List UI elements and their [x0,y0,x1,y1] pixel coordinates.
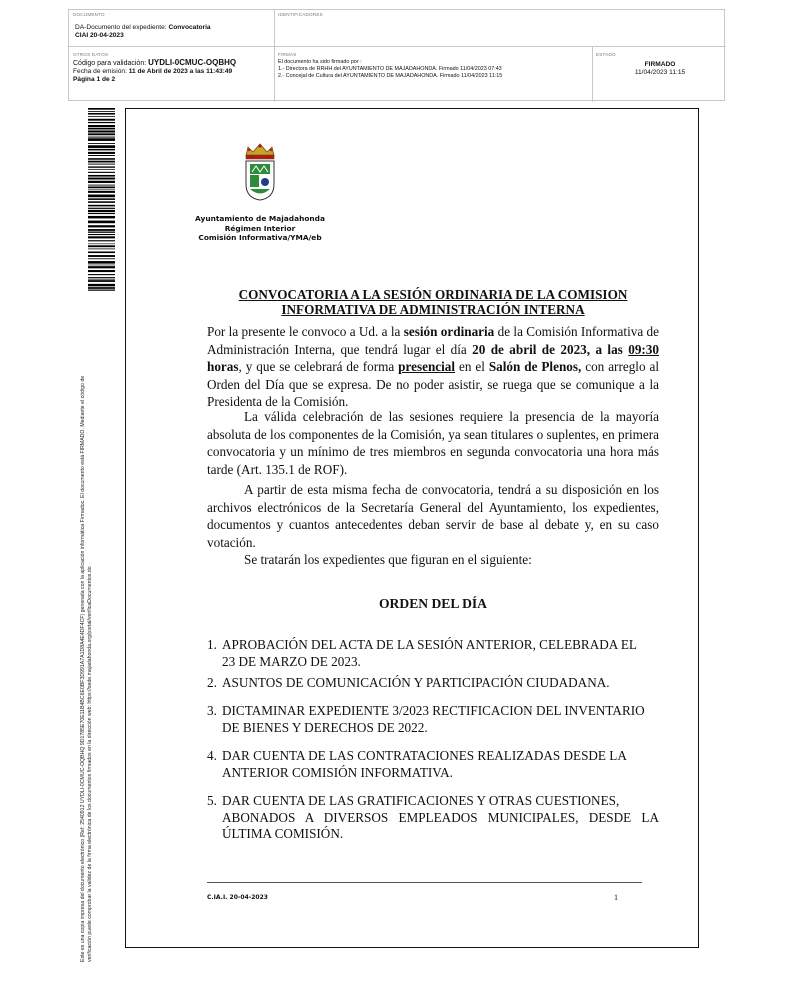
barcode-bar [88,258,115,259]
barcode-bar [88,119,115,121]
barcode-bar [88,125,115,127]
barcode-bar [88,175,115,177]
validation-code: Código para validación: UYDLI-0CMUC-OQBHQ [73,58,237,67]
identifiers-caption: IDENTIFICADORES [278,12,323,17]
barcode-bar [88,198,115,200]
margin-text-line2: verificación puede comprobar la validez de la firma electrónica de los documentos firmados en la dirección web: https://sede.majadahonda.org/portal/verificaDocumentos.do [87,566,93,962]
barcode-bar [88,186,115,188]
barcode-bar [88,181,115,183]
barcode-bar [88,290,115,291]
barcode-bar [88,234,115,235]
barcode-bar [88,236,115,238]
barcode-bar [88,201,115,203]
barcode-bar [88,277,115,278]
barcode-bar [88,191,115,193]
page-count: Página 1 de 2 [73,76,116,83]
letterhead [190,214,330,243]
barcode-bar [88,172,115,173]
status-cell [596,52,724,77]
agenda-item-1: 1. APROBACIÓN DEL ACTA DE LA SESIÓN ANTERIOR, CELEBRADA EL 23 DE MARZO DE 2023. [207,637,637,669]
agenda-title: ORDEN DEL DÍA [378,596,487,611]
footer-divider [207,882,642,883]
signature-1: 1.- Directora de RRHH del AYUNTAMIENTO DE MAJADAHONDA. Firmado 11/04/2023 07:43 [278,66,502,72]
barcode-bar [88,213,115,214]
document-cell [73,12,273,40]
barcode-bar [88,255,115,257]
barcode-bar [88,178,115,180]
signatures-cell [278,52,590,80]
barcode-bar [88,137,115,138]
barcode-bar [88,266,115,268]
document-title: CONVOCATORIA A LA SESIÓN ORDINARIA DE LA COMISION INFORMATIVA DE ADMINISTRACIÓN INTERNA [238,287,628,317]
barcode-bar [88,128,115,130]
barcode-bar [88,116,115,117]
issue-date: Fecha de emisión: 11 de Abril de 2023 a las 11:43:49 [73,68,233,75]
barcode-bar [88,251,115,253]
agenda-item-2: 2. ASUNTOS DE COMUNICACIÓN Y PARTICIPACIÓN CIUDADANA. [207,675,610,690]
signature-header-table [68,9,725,101]
letterhead-line3: Comisión Informativa/YMA/eb [198,233,322,242]
agenda-item-5: 5. DAR CUENTA DE LAS GRATIFICACIONES Y OTRAS CUESTIONES, ABONADOS A DIVERSOS EMPLEADOS MUNICIPALES, DESDE LA ÚLTIMA COMISIÓN. [207,793,659,841]
barcode-bar [88,248,115,249]
barcode-bar [88,225,115,227]
barcode-bar [88,216,115,218]
barcode-bar [88,274,115,275]
paragraph-convocation: Por la presente le convoco a Ud. a la sesión ordinaria de la Comisión Informativa de Administración Interna, que tendrá lugar el día 20 de abril de 2023, a las 09:30 horas, y que se celebrará de forma presencial en el Salón de Plenos, con arreglo al Orden del Día que se expresa. De no poder asistir, se ruega que se comunique a la Presidenta de la Comisión. [207,324,659,410]
barcode-bar [88,164,115,165]
barcode-image [88,108,115,292]
barcode-bar [88,122,115,123]
barcode-bar [88,143,115,144]
agenda-item-4: 4. DAR CUENTA DE LAS CONTRATACIONES REALIZADAS DESDE LA ANTERIOR COMISIÓN INFORMATIVA. [207,748,627,780]
barcode-bar [88,232,115,233]
footer-reference: C.IA.I. 20-04-2023 [207,894,268,901]
barcode-bar [88,195,115,198]
signature-2: 2.- Concejal de Cultura del AYUNTAMIENTO DE MAJADAHONDA. Firmado 11/04/2023 11:15 [278,73,503,79]
barcode-bar [88,189,115,190]
barcode-bar [88,261,115,264]
document-caption: DOCUMENTO [73,12,105,17]
barcode-bar [88,185,115,186]
document-name: DA-Documento del expediente: Convocatoria [75,24,211,31]
barcode-bar [88,161,115,163]
other-data-caption: OTROS DATOS [73,52,109,57]
status-date: 11/04/2023 11:15 [634,69,686,76]
barcode-bar [88,245,115,247]
barcode-bar [88,111,115,112]
barcode-bar [88,155,115,156]
municipal-crest-icon [238,142,282,202]
barcode-bar [88,152,115,154]
barcode-bar [88,221,115,224]
margin-text-line1: Este es una copia impresa del documento electrónico (Ref: 2540912 UYDLI-0CMUC-OQBHQ 9D1785E70E11B4BC6E0BF3D991A7A1D8A4E4DF4CF) generada con la aplicación informática Firmadoc. El documento está FIRMADO. Mediante el código de [80,375,86,962]
paragraph-intro-agenda: Se tratarán los expedientes que figuran en el siguiente: [244,552,532,567]
status-badge: FIRMADO [644,61,676,68]
identifiers-cell [278,12,323,17]
margin-verification-text [80,297,94,962]
paragraph-quorum: La válida celebración de las sesiones requiere la presencia de la mayoría absoluta de los componentes de la Comisión, ya sean titulares o suplentes, en primera convocatoria y un mínimo de tres miembros en segunda convocatoria una hora más tarde (Art. 135.1 de ROF). [207,409,659,477]
letterhead-line2: Régimen Interior [224,223,296,233]
barcode-bar [88,279,115,280]
barcode-bar [88,205,115,207]
barcode-bar [88,130,115,132]
barcode-bar [88,166,115,167]
barcode-bar [88,280,115,282]
barcode-bar [88,240,115,241]
barcode-bar [88,149,115,151]
barcode-bar [88,244,115,245]
document-ref: CIAI 20-04-2023 [75,32,124,39]
barcode-bar [88,113,115,115]
barcode-bar [88,287,115,289]
barcode-bar [88,284,115,286]
signatures-intro: El documento ha sido firmado por : [278,59,362,65]
barcode-bar [88,158,115,160]
status-caption: ESTADO [596,52,616,57]
agenda-item-3: 3. DICTAMINAR EXPEDIENTE 3/2023 RECTIFICACION DEL INVENTARIO DE BIENES Y DERECHOS DE 2022. [207,703,645,735]
barcode-bar [88,270,115,272]
barcode-bar [88,108,115,110]
barcode-bar [88,138,115,141]
signatures-caption: FIRMAS [278,52,297,57]
paragraph-documents: A partir de esta misma fecha de convocatoria, tendrá a su disposición en los archivos electrónicos de la Secretaría General del Ayuntamiento, los expedientes, documentos y cuantos antecedentes deban servir de base al debate y, en su caso votación. [207,482,659,550]
barcode-bar [88,133,115,135]
barcode-bar [88,210,115,212]
barcode-bar [88,145,115,148]
barcode-bar [88,265,115,266]
barcode-bar [88,169,115,170]
barcode-bar [88,208,115,209]
barcode-bar [88,229,115,231]
letterhead-line1: Ayuntamiento de Majadahonda [195,214,325,223]
other-data-cell [73,52,273,84]
page-number: 1 [614,893,618,902]
